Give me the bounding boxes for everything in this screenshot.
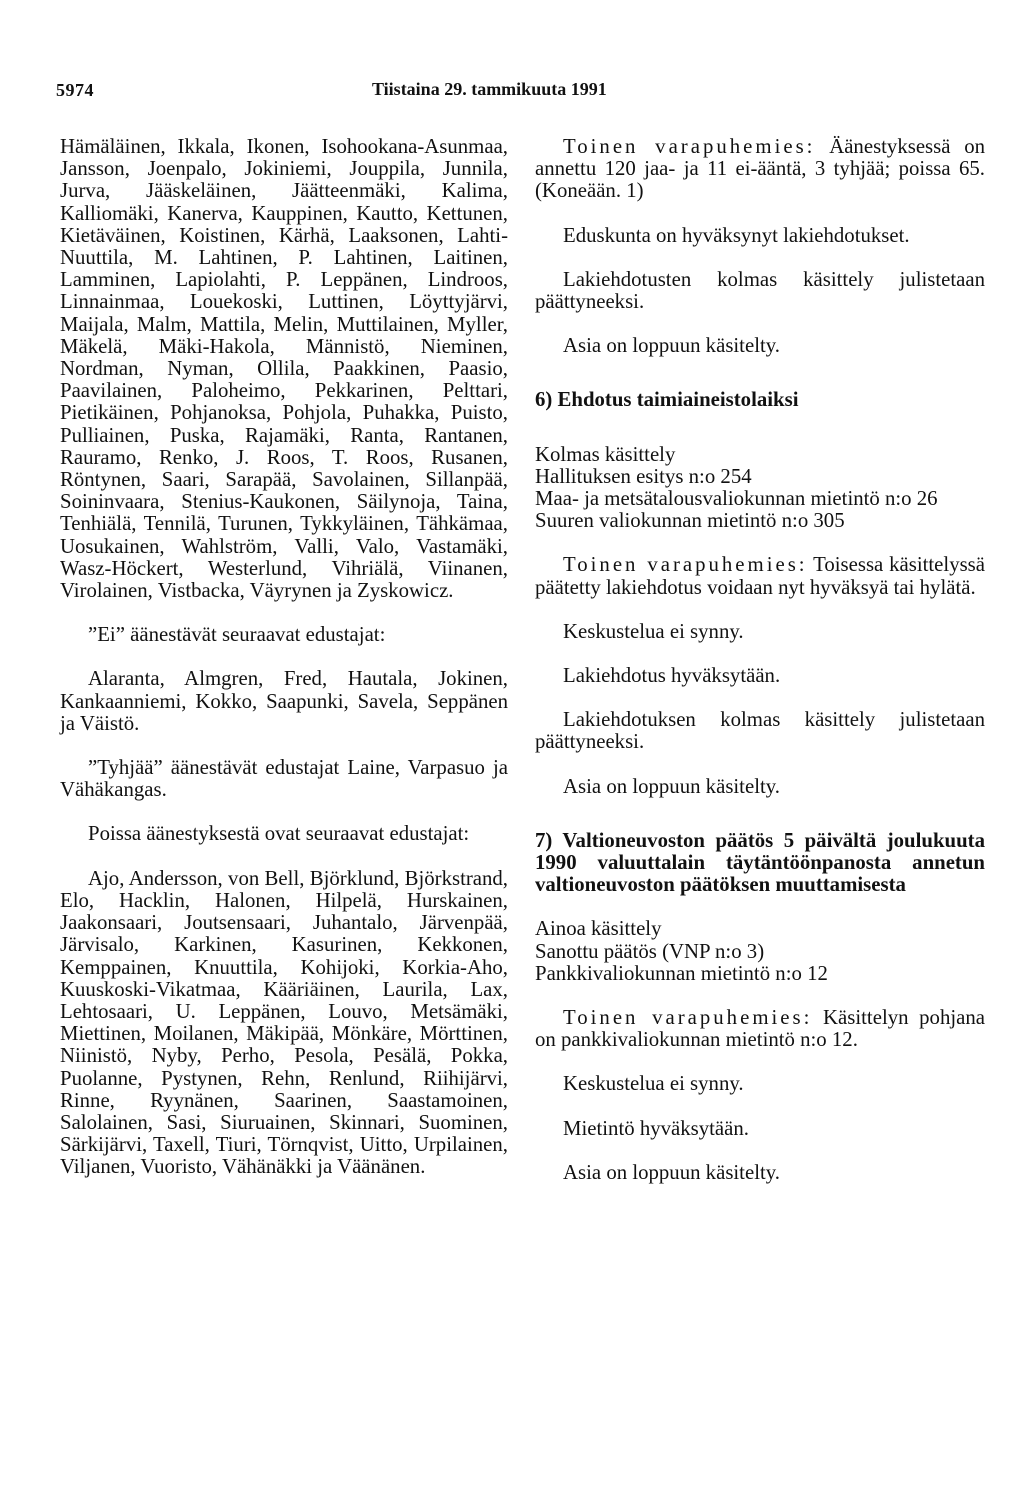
third-reading-closed: Lakiehdotusten kolmas käsittely julistetaan päättyneeksi. xyxy=(535,267,985,314)
vote-result-paragraph xyxy=(535,136,985,203)
page-number: 5974 xyxy=(56,80,94,100)
item-7-speaker-paragraph xyxy=(535,1007,985,1051)
absent-voters-list: Ajo, Andersson, von Bell, Björklund, Björkstrand, Elo, Hacklin, Halonen, Hilpelä, Hurskainen, Jaakonsaari, Joutsensaari, Juhantalo, Järvenpää, Järvisalo, Karkinen, Kasurinen, Kekkonen, Kemppainen, Knuuttila, Kohijoki, Korkia-Aho, Kuuskoski-Vikatmaa, Kääriäinen, Laurila, Lax, Lehtosaari, U. Leppänen, Louvo, Metsämäki, Miettinen, Moilanen, Mäkipää, Mönkäre, Mörttinen, Niinistö, Nyby, Perho, Pesola, Pesälä, Pokka, Puolanne, Pystynen, Rehn, Renlund, Riihijärvi, Rinne, Ryynänen, Saarinen, Saastamoinen, Salolainen, Sasi, Siuruainen, Skinnari, Suominen, Särkijärvi, Taxell, Tiuri, Törnqvist, Uitto, Urpilainen, Viljanen, Vuoristo, Vähänäkki ja Väänänen. xyxy=(60,866,508,1179)
no-discussion: Keskustelua ei synny. xyxy=(563,1072,744,1096)
item-6-reference: Maa- ja metsätalousvaliokunnan mietintö n:o 26 xyxy=(535,487,938,511)
no-discussion: Keskustelua ei synny. xyxy=(563,619,744,643)
approved-bills: Eduskunta on hyväksynyt lakiehdotukset. xyxy=(563,223,910,247)
item-7-stage: Ainoa käsittely xyxy=(535,917,662,941)
vote-result: Äänestyksessä on annettu 120 jaa- ja 11 ei-ääntä, 3 tyhjää; poissa 65. (Koneään. 1) xyxy=(535,135,985,203)
speaker-statement: Käsittelyn pohjana on pankkivaliokunnan mietintö n:o 12. xyxy=(535,1006,985,1052)
item-6-reference: Hallituksen esitys n:o 254 xyxy=(535,464,752,488)
speaker-statement: Toisessa käsittelyssä päätetty lakiehdotus voidaan nyt hyväksyä tai hylätä. xyxy=(535,553,986,599)
item-7-title: 7) Valtioneuvoston päätös 5 päivältä joulukuuta 1990 valuuttalain täytäntöönpanosta annetun valtioneuvoston päätöksen muuttamisesta xyxy=(535,828,985,897)
matter-done: Asia on loppuun käsitelty. xyxy=(563,774,780,798)
abstain-voters: ”Tyhjää” äänestävät edustajat Laine, Varpasuo ja Vähäkangas. xyxy=(60,756,508,802)
speaker-label: Toinen varapuhemies: xyxy=(563,135,816,158)
report-approved: Mietintö hyväksytään. xyxy=(563,1116,749,1140)
item-7-reference: Sanottu päätös (VNP n:o 3) xyxy=(535,939,765,963)
item-6-title: 6) Ehdotus taimiaineistolaiksi xyxy=(535,388,799,412)
bill-approved: Lakiehdotus hyväksytään. xyxy=(563,664,781,688)
speaker-label: Toinen varapuhemies: xyxy=(563,1006,813,1030)
right-column xyxy=(535,136,985,1184)
left-column xyxy=(60,136,508,1179)
absent-intro: Poissa äänestyksestä ovat seuraavat edustajat: xyxy=(88,822,470,846)
third-reading-closed: Lakiehdotuksen kolmas käsittely julistetaan päättyneeksi. xyxy=(535,708,985,754)
page-date-header: Tiistaina 29. tammikuuta 1991 xyxy=(372,79,607,99)
no-voters-intro: ”Ei” äänestävät seuraavat edustajat: xyxy=(88,623,386,647)
speaker-label: Toinen varapuhemies: xyxy=(563,553,808,577)
item-7-reference: Pankkivaliokunnan mietintö n:o 12 xyxy=(535,961,828,985)
yes-voters-list: Hämäläinen, Ikkala, Ikonen, Isohookana-Asunmaa, Jansson, Joenpalo, Jokiniemi, Jouppila, Junnila, Jurva, Jääskeläinen, Jäätteenmäki, Kalima, Kalliomäki, Kanerva, Kauppinen, Kautto, Kettunen, Kietäväinen, Koistinen, Kärhä, Laaksonen, Lahti-Nuuttila, M. Lahtinen, P. Lahtinen, Laitinen, Lamminen, Lapiolahti, P. Leppänen, Lindroos, Linnainmaa, Louekoski, Luttinen, Löyttyjärvi, Maijala, Malm, Mattila, Melin, Muttilainen, Myller, Mäkelä, Mäki-Hakola, Männistö, Nieminen, Nordman, Nyman, Ollila, Paakkinen, Paasio, Paavilainen, Paloheimo, Pekkarinen, Pelttari, Pietikäinen, Pohjanoksa, Pohjola, Puhakka, Puisto, Pulliainen, Puska, Rajamäki, Ranta, Rantanen, Rauramo, Renko, J. Roos, T. Roos, Rusanen, Röntynen, Saari, Sarapää, Savolainen, Sillanpää, Soininvaara, Stenius-Kaukonen, Säilynoja, Taina, Tenhiälä, Tennilä, Turunen, Tykkyläinen, Tähkämaa, Uosukainen, Wahlström, Valli, Valo, Vastamäki, Wasz-Höckert, Westerlund, Vihriälä, Viinanen, Virolainen, Vistbacka, Väyrynen ja Zyskowicz. xyxy=(60,135,508,603)
item-6-speaker-paragraph xyxy=(535,554,985,598)
matter-done: Asia on loppuun käsitelty. xyxy=(563,1160,780,1184)
item-6-reference: Suuren valiokunnan mietintö n:o 305 xyxy=(535,509,845,533)
matter-done: Asia on loppuun käsitelty. xyxy=(563,334,780,358)
no-voters-list: Alaranta, Almgren, Fred, Hautala, Jokinen, Kankaanniemi, Kokko, Saapunki, Savela, Seppänen ja Väistö. xyxy=(60,667,508,735)
item-6-stage: Kolmas käsittely xyxy=(535,442,676,466)
